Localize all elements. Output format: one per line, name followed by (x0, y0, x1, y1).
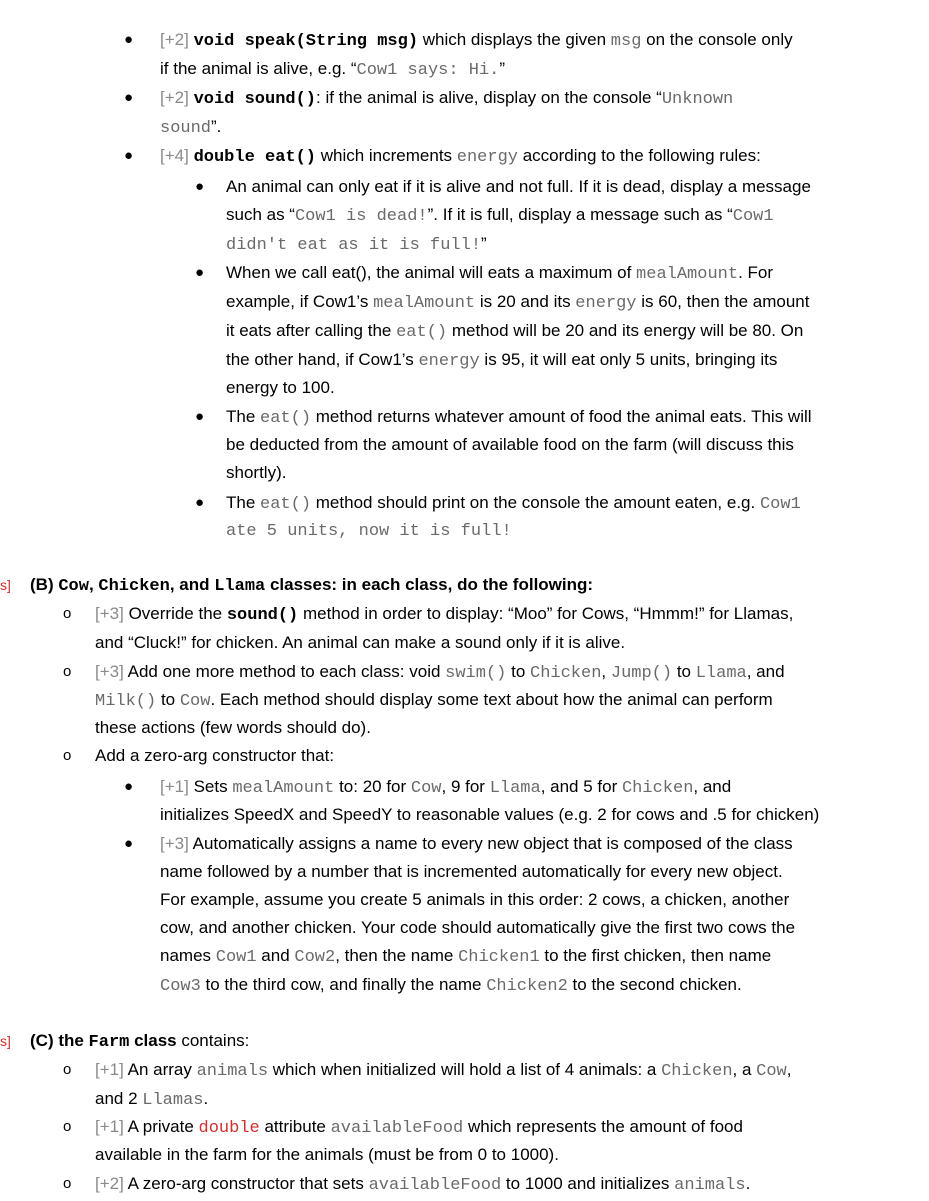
text: , and (693, 777, 732, 796)
text: example, if Cow1’s (226, 292, 374, 311)
code: Chicken1 (458, 948, 540, 967)
section-marker: s] (0, 1033, 11, 1049)
text: is 60, then the amount (636, 292, 810, 311)
bullet-disc: ● (124, 778, 134, 795)
code: animals (196, 1062, 269, 1081)
code: Cow1 is dead! (294, 207, 428, 226)
code: Llamas (142, 1091, 204, 1110)
code: Llama (695, 664, 747, 683)
text: . (745, 1174, 751, 1193)
code: ate 5 units, now it is full! (226, 522, 512, 541)
code: Milk() (95, 692, 157, 711)
points-badge: [+3] (160, 834, 189, 853)
code: Chicken (661, 1062, 733, 1081)
bullet-circle: o (63, 1175, 72, 1192)
speak-line-1 (160, 26, 793, 56)
text: Override the (123, 604, 227, 623)
points-badge: [+2] (160, 30, 189, 49)
code: eat() (396, 323, 448, 342)
animals-array-line-1 (95, 1056, 792, 1086)
text: to 1000 and initializes (501, 1174, 675, 1193)
available-food-line-1 (95, 1113, 743, 1143)
text: . Each method should display some text about how the animal can perform (210, 690, 773, 709)
section-b-heading (30, 571, 593, 601)
speak-line-2 (160, 55, 505, 85)
auto-name-line-5 (160, 942, 771, 972)
code: didn't eat as it is full! (226, 236, 482, 255)
code: Farm (88, 1033, 130, 1052)
text: classes: in each class, do the following: (265, 575, 594, 594)
code: Chicken (530, 664, 602, 683)
text: , (786, 1060, 792, 1079)
text: on the console only (641, 30, 793, 49)
text: Sets (188, 777, 233, 796)
code: Chicken2 (486, 977, 568, 996)
eat-rule-2-line-3 (226, 317, 803, 347)
text: , (601, 662, 611, 681)
override-sound-line-2: and “Cluck!” for chicken. An animal can make a sound only if it is alive. (95, 633, 626, 652)
bullet-circle: o (63, 605, 72, 622)
text: ” (499, 59, 506, 78)
points-badge: [+4] (160, 146, 189, 165)
bullet-disc: ● (195, 494, 205, 511)
bullet-disc: ● (195, 178, 205, 195)
eat-rule-1-line-2 (226, 201, 774, 231)
bullet-disc: ● (124, 835, 134, 852)
text: such as “ (226, 205, 295, 224)
text: (B) (30, 575, 59, 594)
add-method-line-3: these actions (few words should do). (95, 718, 371, 737)
meal-amount-line-1 (160, 773, 731, 803)
code: mealAmount (373, 294, 476, 313)
bullet-circle: o (63, 747, 72, 764)
eat-rule-1-line-3 (226, 230, 487, 260)
section-marker: s] (0, 577, 11, 593)
farm-constructor-line (95, 1170, 750, 1200)
eat-rule-2-line-5: energy to 100. (226, 378, 335, 397)
eat-rule-2-line-2 (226, 288, 809, 318)
text: it eats after calling the (226, 321, 397, 340)
eat-rule-3-line-1 (226, 403, 812, 433)
text: The (226, 407, 261, 426)
code: Cow (410, 779, 442, 798)
code: Cow (756, 1062, 787, 1081)
code: Unknown (661, 90, 734, 109)
code: swim() (445, 664, 507, 683)
code: Cow2 (294, 948, 336, 967)
points-badge: [+2] (95, 1174, 124, 1193)
code: Chicken (621, 779, 694, 798)
text: , a (732, 1060, 757, 1079)
sound-line-1 (160, 84, 733, 114)
sound-line-2 (160, 113, 221, 143)
code: Chicken (98, 577, 170, 596)
text: method will be 20 and its energy will be 80. On (447, 321, 804, 340)
code: double (198, 1119, 260, 1138)
animals-array-line-2 (95, 1085, 208, 1115)
text: contains: (176, 1031, 250, 1050)
text: to the third cow, and finally the name (200, 975, 487, 994)
text: method in order to display: “Moo” for Cows, “Hmmm!” for Llamas, (298, 604, 794, 623)
text: ”. If it is full, display a message such as “ (427, 205, 733, 224)
code: Llama (489, 779, 541, 798)
bullet-circle: o (63, 1061, 72, 1078)
text: A private (123, 1117, 199, 1136)
code: Cow (179, 692, 211, 711)
code: eat() (260, 495, 312, 514)
code: Cow1 (759, 495, 801, 514)
text: and (256, 946, 295, 965)
add-method-line-2 (95, 686, 773, 716)
text: is 20 and its (475, 292, 576, 311)
eat-rule-4-line-2 (226, 516, 512, 546)
section-c-heading (30, 1027, 249, 1057)
text: to: 20 for (334, 777, 411, 796)
text: to the first chicken, then name (539, 946, 772, 965)
available-food-line-2: available in the farm for the animals (must be from 0 to 1000). (95, 1145, 559, 1164)
bullet-disc: ● (124, 89, 134, 106)
text: When we call eat(), the animal will eats a maximum of (226, 263, 637, 282)
add-method-line-1 (95, 658, 785, 688)
text: . For (738, 263, 774, 282)
code: Llama (214, 577, 266, 596)
text: Add one more method to each class: void (123, 662, 446, 681)
code: Cow1 says: Hi. (356, 61, 500, 80)
bullet-disc: ● (124, 31, 134, 48)
code: Jump() (610, 664, 673, 683)
sound-signature: void sound() (193, 90, 316, 109)
eat-rule-3-line-3: shortly). (226, 463, 287, 482)
eat-rule-1-line-1: An animal can only eat if it is alive and not full. If it is dead, display a message (226, 177, 811, 196)
text: An array (123, 1060, 197, 1079)
code: Cow (58, 577, 89, 596)
code: animals (674, 1176, 746, 1195)
text: if the animal is alive, e.g. “ (160, 59, 357, 78)
points-badge: [+3] (95, 662, 124, 681)
eat-rule-2-line-4 (226, 346, 777, 376)
text: (C) the (30, 1031, 89, 1050)
eat-rule-2-line-1 (226, 259, 773, 289)
text: to (156, 690, 180, 709)
text: , and (746, 662, 785, 681)
text: names (160, 946, 216, 965)
code: energy (456, 148, 518, 167)
text: which displays the given (418, 30, 611, 49)
points-badge: [+3] (95, 604, 124, 623)
text: , 9 for (441, 777, 490, 796)
text: and 2 (95, 1089, 143, 1108)
meal-amount-line-2: initializes SpeedX and SpeedY to reasonable values (e.g. 2 for cows and .5 for chicken) (160, 805, 820, 824)
text: which increments (316, 146, 457, 165)
code: availableFood (330, 1119, 464, 1138)
text: the other hand, if Cow1’s (226, 350, 419, 369)
override-sound-line-1 (95, 600, 793, 630)
text: The (226, 493, 261, 512)
speak-signature: void speak(String msg) (193, 32, 419, 51)
auto-name-line-1 (160, 830, 793, 858)
text: method returns whatever amount of food the animal eats. This will (311, 407, 812, 426)
bullet-disc: ● (195, 264, 205, 281)
auto-name-line-2: name followed by a number that is incremented automatically for every new object. (160, 862, 783, 881)
constructor-line: Add a zero-arg constructor that: (95, 746, 335, 765)
text: , and (169, 575, 215, 594)
bullet-disc: ● (195, 408, 205, 425)
code: energy (418, 352, 480, 371)
text: ”. (211, 117, 222, 136)
text: which when initialized will hold a list of 4 animals: a (268, 1060, 662, 1079)
points-badge: [+1] (95, 1117, 124, 1136)
eat-rule-3-line-2: be deducted from the amount of available food on the farm (will discuss this (226, 435, 794, 454)
text: method should print on the console the amount eaten, e.g. (311, 493, 760, 512)
eat-line-1 (160, 142, 761, 172)
code: mealAmount (232, 779, 335, 798)
text: ” (481, 234, 487, 253)
code: mealAmount (636, 265, 739, 284)
code: Cow1 (732, 207, 774, 226)
text: which represents the amount of food (463, 1117, 743, 1136)
text: attribute (259, 1117, 331, 1136)
text: class (129, 1031, 177, 1050)
text: : if the animal is alive, display on the console “ (316, 88, 662, 107)
auto-name-line-6 (160, 971, 742, 1001)
bullet-disc: ● (124, 147, 134, 164)
text: to (506, 662, 530, 681)
text: Automatically assigns a name to every new object that is composed of the class (188, 834, 793, 853)
text: , (88, 575, 99, 594)
auto-name-line-3: For example, assume you create 5 animals in this order: 2 cows, a chicken, another (160, 890, 790, 909)
points-badge: [+2] (160, 88, 189, 107)
text: , then the name (335, 946, 459, 965)
code: Cow3 (160, 977, 201, 996)
text: to the second chicken. (567, 975, 742, 994)
text: to (672, 662, 696, 681)
text: A zero-arg constructor that sets (123, 1174, 369, 1193)
code: sound() (226, 606, 299, 625)
code: availableFood (368, 1176, 502, 1195)
eat-rule-4-line-1 (226, 489, 801, 519)
points-badge: [+1] (95, 1060, 124, 1079)
code: Cow1 (215, 948, 257, 967)
bullet-circle: o (63, 663, 72, 680)
text: . (203, 1089, 209, 1108)
eat-signature: double eat() (193, 148, 316, 167)
text: , and 5 for (540, 777, 622, 796)
text: according to the following rules: (518, 146, 761, 165)
code: energy (575, 294, 637, 313)
code: sound (160, 119, 212, 138)
code: eat() (260, 409, 312, 428)
bullet-circle: o (63, 1118, 72, 1135)
auto-name-line-4: cow, and another chicken. Your code should automatically give the first two cows the (160, 918, 796, 937)
code: msg (610, 32, 642, 51)
points-badge: [+1] (160, 777, 189, 796)
text: is 95, it will eat only 5 units, bringing its (479, 350, 778, 369)
